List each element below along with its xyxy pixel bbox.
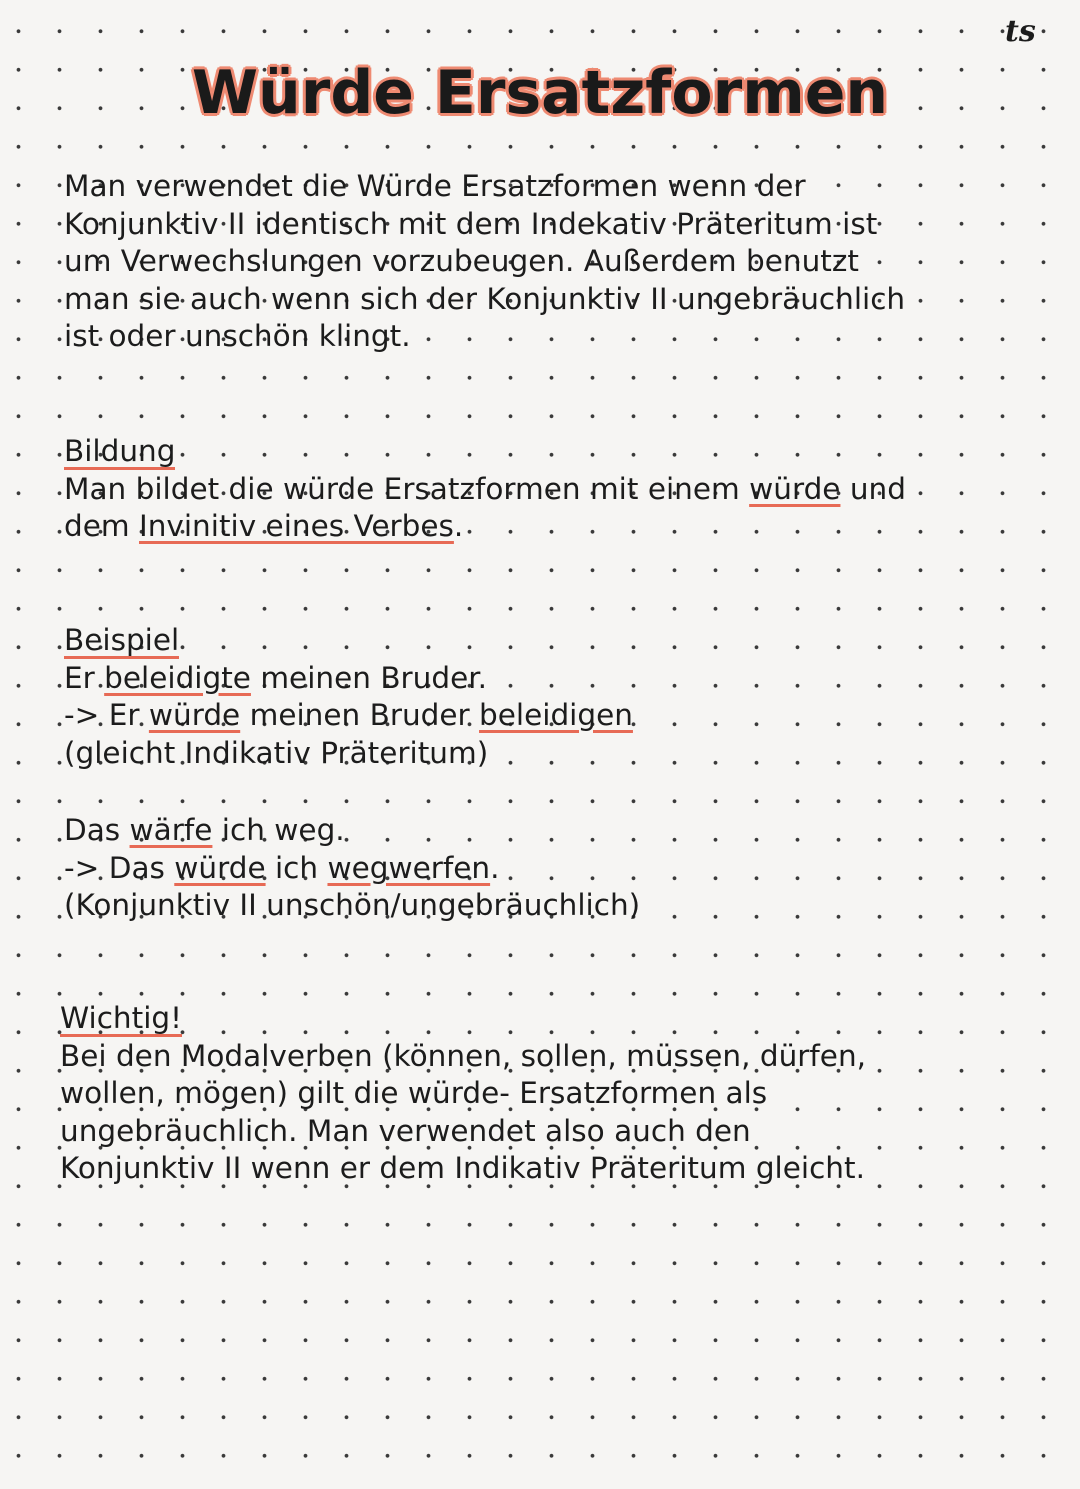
wichtig-line: ungebräuchlich. Man verwendet also auch den <box>60 1113 751 1148</box>
intro-line: Konjunktiv II identisch mit dem Indekativ Präteritum ist <box>64 206 878 241</box>
underlined-word: beleidigen <box>479 698 633 733</box>
wichtig-line: Konjunktiv II wenn er dem Indikativ Präteritum gleicht. <box>60 1151 865 1186</box>
example-note: (gleicht Indikativ Präteritum) <box>64 735 489 770</box>
beispiel-heading: Beispiel <box>64 623 180 657</box>
intro-paragraph <box>64 168 1044 356</box>
intro-line: Man verwendet die Würde Ersatzformen wenn der <box>64 169 806 203</box>
underlined-word: wärfe <box>129 813 213 847</box>
example-line <box>64 697 1044 735</box>
text-segment: -> Das <box>64 850 175 885</box>
text-segment: und <box>840 471 906 506</box>
example-line <box>64 812 1044 850</box>
underlined-word: beleidigte <box>104 660 251 695</box>
example-line <box>64 850 1044 888</box>
text-segment: Das <box>64 813 130 847</box>
bildung-heading: Bildung <box>64 434 176 468</box>
beispiel-section <box>64 622 1044 772</box>
page-title: Würde Ersatzformen <box>191 58 889 128</box>
underlined-word: wegwerfen <box>327 850 491 885</box>
intro-line: ist oder unschön klingt. <box>64 319 411 354</box>
wichtig-line: Bei den Modalverben (können, sollen, müssen, dürfen, <box>60 1038 867 1073</box>
bildung-line-2 <box>64 508 1044 546</box>
example-note: (Konjunktiv II unschön/ungebräuchlich) <box>64 888 641 923</box>
example-line <box>64 660 1044 698</box>
bildung-section <box>64 433 1044 546</box>
intro-line: um Verwechslungen vorzubeugen. Außerdem benutzt <box>64 244 859 279</box>
underlined-word: würde <box>148 698 241 733</box>
text-segment: meinen Bruder. <box>250 660 488 695</box>
text-segment: -> Er <box>64 698 149 733</box>
text-segment: . <box>453 509 464 544</box>
text-segment: dem <box>64 509 139 544</box>
wichtig-heading: Wichtig! <box>60 1001 182 1035</box>
wichtig-line: wollen, mögen) gilt die würde- Ersatzformen als <box>60 1076 768 1111</box>
text-segment: meinen Bruder <box>240 698 480 733</box>
corner-signature: ts <box>1005 14 1036 49</box>
underlined-phrase: Invinitiv eines Verbes <box>139 509 454 544</box>
text-segment: . <box>490 850 500 885</box>
text-segment: ich weg. <box>212 813 345 847</box>
text-segment: Er <box>64 660 105 695</box>
underlined-word: würde <box>749 471 841 506</box>
wichtig-section <box>60 1000 1040 1188</box>
bildung-line-1 <box>64 471 1044 509</box>
text-segment: Man bildet die würde Ersatzformen mit einem <box>64 471 750 506</box>
text-segment: ich <box>265 850 328 885</box>
intro-line: man sie auch wenn sich der Konjunktiv II ungebräuchlich <box>64 281 906 316</box>
underlined-word: würde <box>174 850 266 885</box>
beispiel-section-2 <box>64 812 1044 925</box>
